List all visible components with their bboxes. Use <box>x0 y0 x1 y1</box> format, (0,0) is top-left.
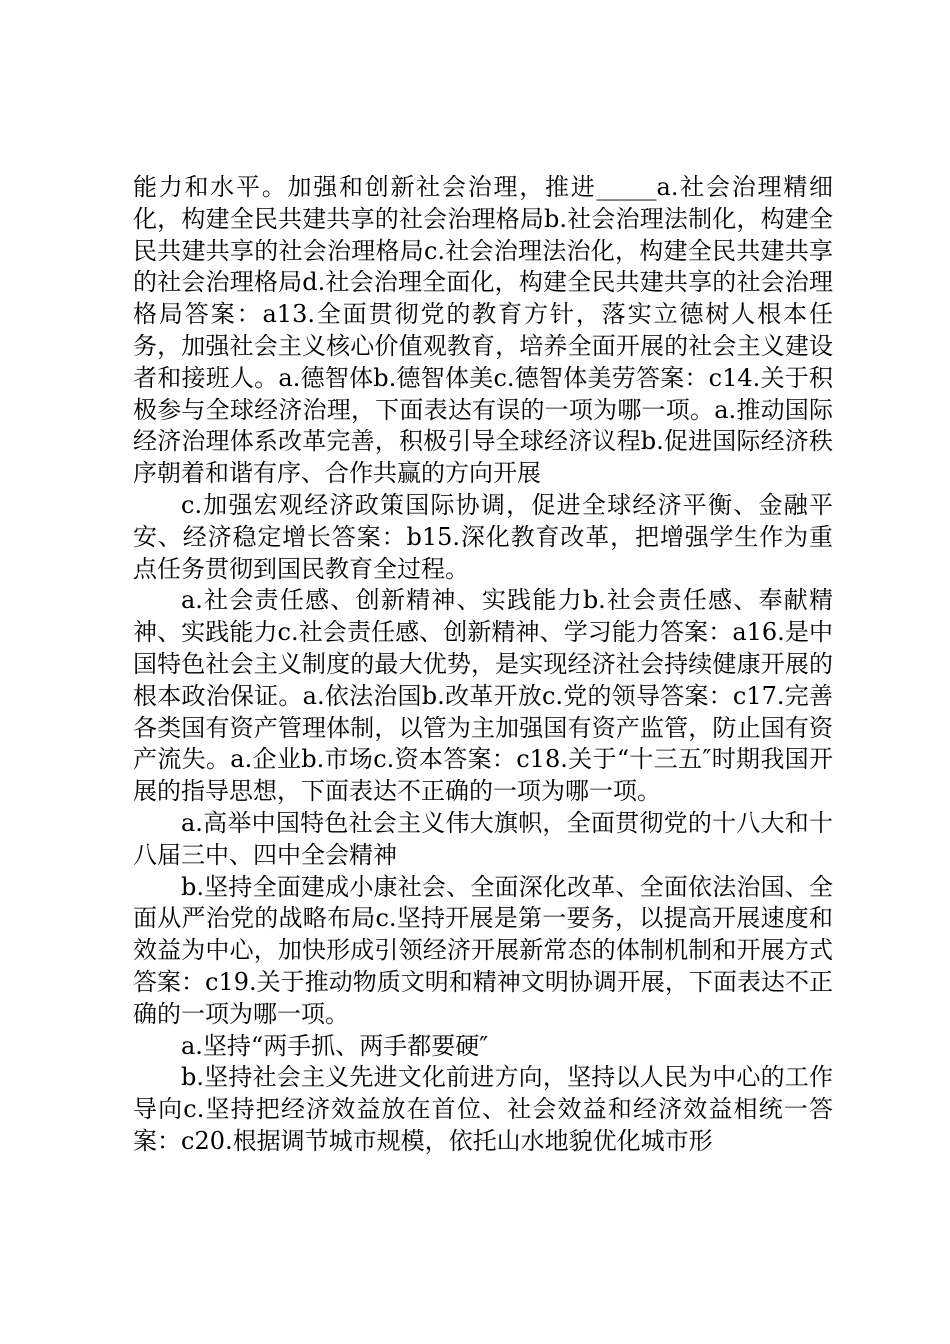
paragraph-1: 能力和水平。加强和创新社会治理，推进_____a.社会治理精细化，构建全民共建共享的社会治理格局b.社会治理法制化，构建全民共建共享的社会治理格局c.社会治理法治化，构建全民共建共享的社会治理格局d.社会治理全面化，构建全民共建共享的社会治理格局答案：a13.全面贯彻党的教育方针，落实立德树人根本任务，加强社会主义核心价值观教育，培养全面开展的社会主义建设者和接班人。a.德智体b.德智体美c.德智体美劳答案：c14.关于积极参与全球经济治理，下面表达有误的一项为哪一项。a.推动国际经济治理体系改革完善，积极引导全球经济议程b.促进国际经济秩序朝着和谐有序、合作共赢的方向开展 <box>133 173 833 488</box>
paragraph-3: a.社会责任感、创新精神、实践能力b.社会责任感、奉献精神、实践能力c.社会责任感、创新精神、学习能力答案：a16.是中国特色社会主义制度的最大优势，是实现经济社会持续健康开展的根本政治保证。a.依法治国b.改革开放c.党的领导答案：c17.完善各类国有资产管理体制，以管为主加强国有资产监管，防止国有资产流失。a.企业b.市场c.资本答案：c18.关于“十三五″时期我国开展的指导思想，下面表达不正确的一项为哪一项。 <box>133 586 833 806</box>
document-body <box>133 172 833 1158</box>
paragraph-4: a.高举中国特色社会主义伟大旗帜，全面贯彻党的十八大和十八届三中、四中全会精神 <box>133 808 833 869</box>
paragraph-7: b.坚持社会主义先进文化前进方向，坚持以人民为中心的工作导向c.坚持把经济效益放在首位、社会效益和经济效益相统一答案：c20.根据调节城市规模，依托山水地貌优化城市形 <box>133 1063 833 1155</box>
paragraph-5: b.坚持全面建成小康社会、全面深化改革、全面依法治国、全面从严治党的战略布局c.坚持开展是第一要务，以提高开展速度和效益为中心，加快形成引领经济开展新常态的体制机制和开展方式答案：c19.关于推动物质文明和精神文明协调开展，下面表达不正确的一项为哪一项。 <box>133 872 833 1028</box>
paragraph-6: a.坚持“两手抓、两手都要硬″ <box>181 1031 489 1060</box>
paragraph-2: c.加强宏观经济政策国际协调，促进全球经济平衡、金融平安、经济稳定增长答案：b15.深化教育改革，把增强学生作为重点任务贯彻到国民教育全过程。 <box>133 490 833 583</box>
